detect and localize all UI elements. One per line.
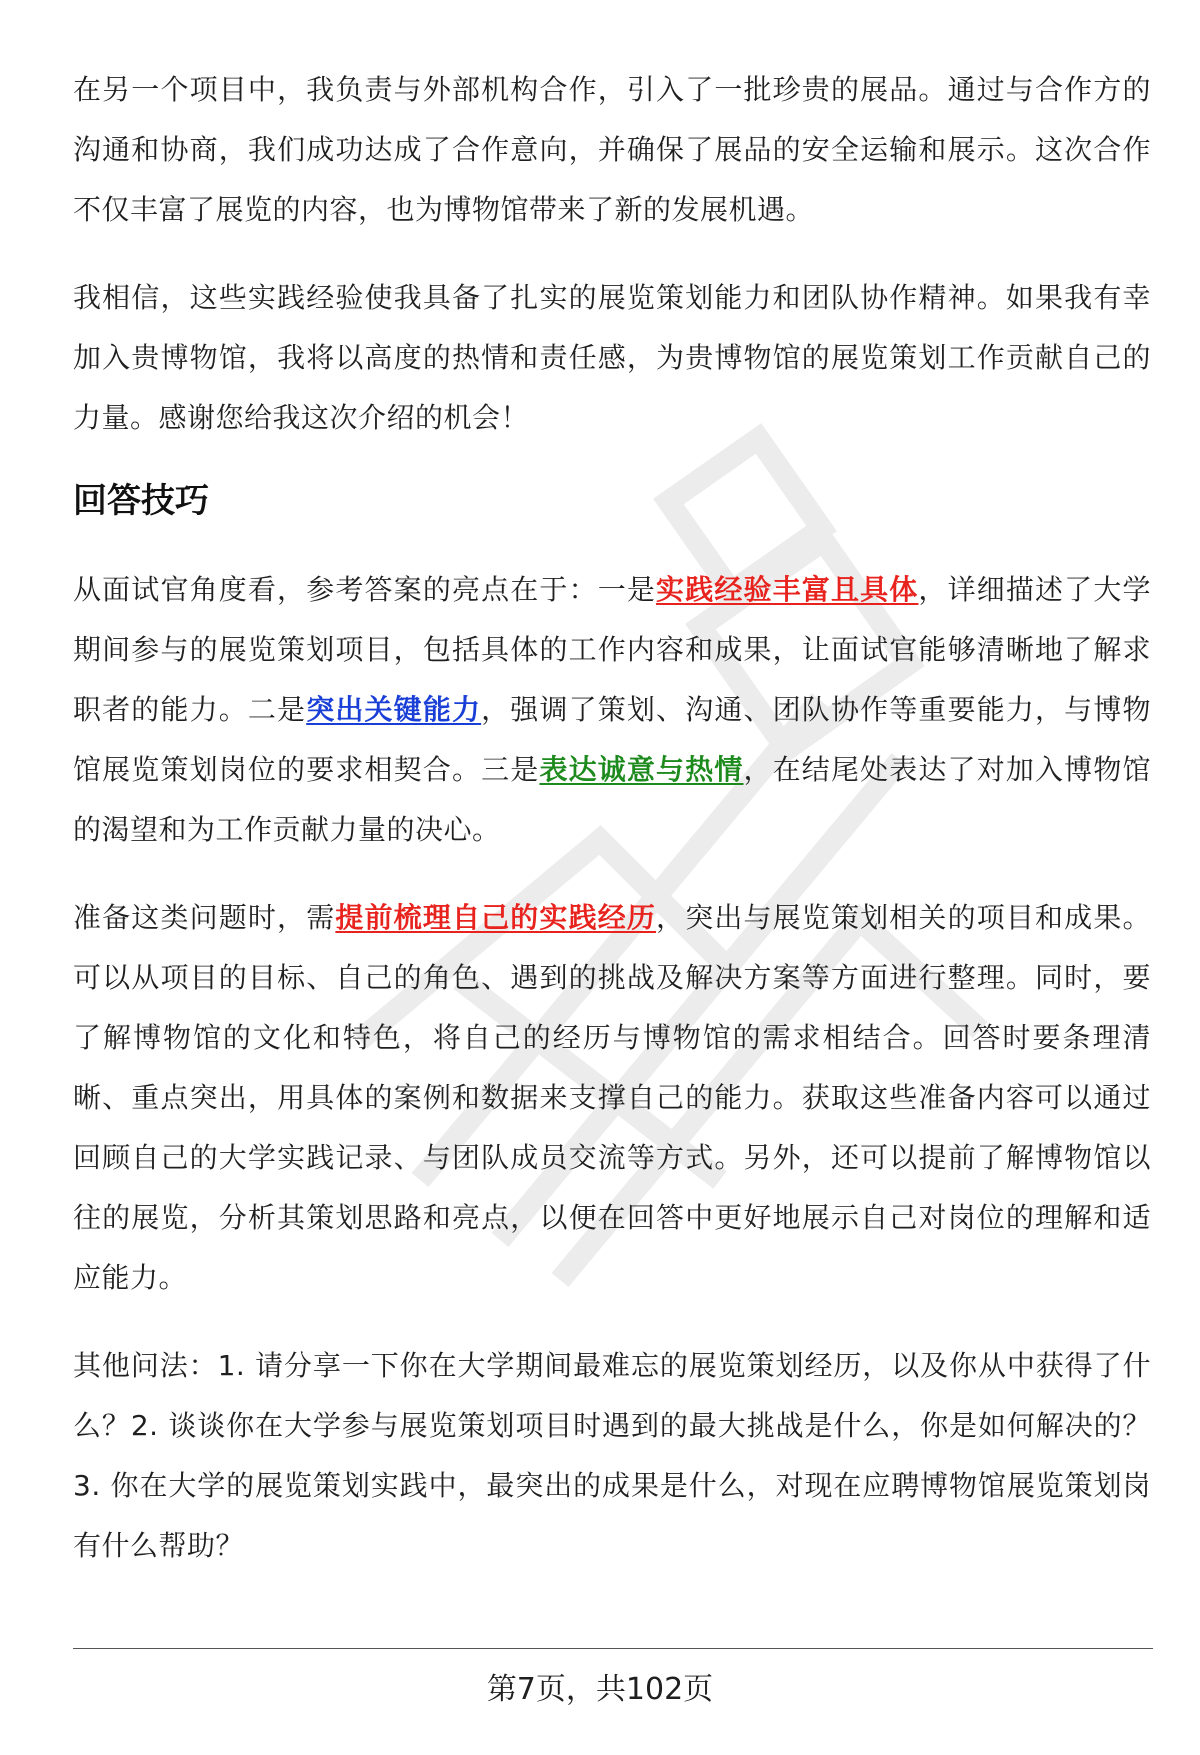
paragraph-interviewer-perspective	[73, 560, 1151, 860]
prep-text-1: 准备这类问题时，需	[73, 901, 336, 934]
paragraph-preparation-advice	[73, 888, 1151, 1308]
tips-text-2: ，详细描述了大学期间参与的展览策划项目，包括具体的工作内容和成果，让面试官能够清晰地了解求职者的能力。二是	[73, 573, 1151, 726]
highlight-key-abilities: 突出关键能力	[306, 693, 482, 726]
highlight-sort-experience: 提前梳理自己的实践经历	[335, 901, 657, 934]
main-content	[73, 60, 1151, 1604]
prep-text-2: ，突出与展览策划相关的项目和成果。可以从项目的目标、自己的角色、遇到的挑战及解决方案等方面进行整理。同时，要了解博物馆的文化和特色，将自己的经历与博物馆的需求相结合。回答时要条理清晰、重点突出，用具体的案例和数据来支撑自己的能力。获取这些准备内容可以通过回顾自己的大学实践记录、与团队成员交流等方式。另外，还可以提前了解博物馆以往的展览，分析其策划思路和亮点，以便在回答中更好地展示自己对岗位的理解和适应能力。	[73, 901, 1151, 1294]
tips-text-4: ，在结尾处表达了对加入博物馆的渴望和为工作贡献力量的决心。	[73, 753, 1151, 846]
highlight-sincerity-enthusiasm: 表达诚意与热情	[539, 753, 744, 786]
paragraph-project-collaboration: 在另一个项目中，我负责与外部机构合作，引入了一批珍贵的展品。通过与合作方的沟通和协商，我们成功达成了合作意向，并确保了展品的安全运输和展示。这次合作不仅丰富了展览的内容，也为博物馆带来了新的发展机遇。	[73, 73, 1151, 226]
footer-divider	[73, 1648, 1153, 1649]
tips-text-3: ，强调了策划、沟通、团队协作等重要能力，与博物馆展览策划岗位的要求相契合。三是	[73, 693, 1151, 786]
highlight-practical-experience: 实践经验丰富且具体	[656, 573, 919, 606]
section-heading-answer-tips: 回答技巧	[73, 481, 209, 521]
page-number: 第7页，共102页	[486, 1672, 714, 1707]
paragraph-other-questions: 其他问法：1. 请分享一下你在大学期间最难忘的展览策划经历，以及你从中获得了什么？2. 谈谈你在大学参与展览策划项目时遇到的最大挑战是什么，你是如何解决的？3. 你在大学的展览策划实践中，最突出的成果是什么，对现在应聘博物馆展览策划岗有什么帮助？	[73, 1349, 1151, 1562]
paragraph-closing-statement: 我相信，这些实践经验使我具备了扎实的展览策划能力和团队协作精神。如果我有幸加入贵博物馆，我将以高度的热情和责任感，为贵博物馆的展览策划工作贡献自己的力量。感谢您给我这次介绍的机会！	[73, 281, 1151, 434]
tips-text-1: 从面试官角度看，参考答案的亮点在于：一是	[73, 573, 657, 606]
